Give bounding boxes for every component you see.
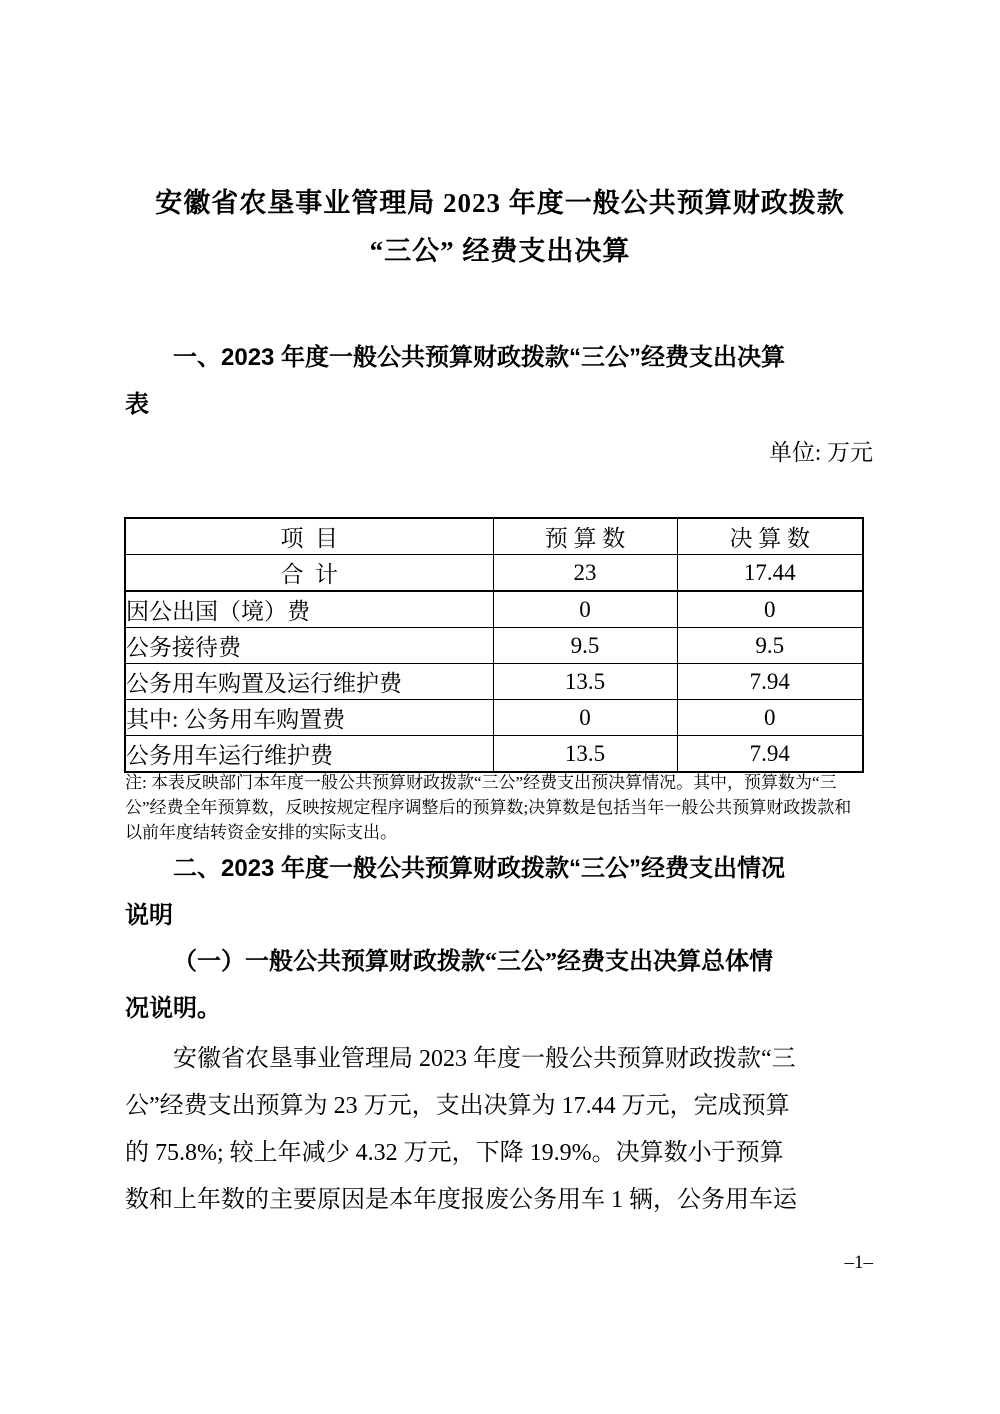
section2-body-paragraph (125, 1036, 877, 1224)
table-row-total (125, 555, 863, 592)
row-label-total: 合 计 (125, 555, 493, 592)
total-budget-value: 23 (493, 555, 677, 592)
row-label-vehicle-maintenance: 公务用车运行维护费 (125, 736, 493, 773)
table-row-reception-expense (125, 628, 863, 664)
reception-budget-value: 9.5 (493, 628, 677, 664)
table-row-abroad-expense (125, 591, 863, 628)
section2-heading-line-2: 说明 (125, 902, 173, 929)
vehicle-maintenance-final-value: 7.94 (677, 736, 863, 773)
section2-heading-line-1: 二、2023 年度一般公共预算财政拨款“三公”经费支出情况 (173, 855, 786, 882)
vehicle-total-budget-value: 13.5 (493, 664, 677, 700)
abroad-budget-value: 0 (493, 591, 677, 628)
three-public-expense-table (124, 517, 864, 773)
abroad-final-value: 0 (677, 591, 863, 628)
table-note-line-1: 注: 本表反映部门本年度一般公共预算财政拨款“三公”经费支出预决算情况。其中，预算数为“三 (125, 773, 837, 792)
table-header-row (125, 518, 863, 555)
table-row-vehicle-total-expense (125, 664, 863, 700)
section2-sub-heading-line-1: （一）一般公共预算财政拨款“三公”经费支出决算总体情 (173, 949, 773, 975)
table-row-vehicle-maintenance-expense (125, 736, 863, 773)
page-number: –1– (844, 1252, 873, 1273)
body-line-3: 的 75.8%; 较上年减少 4.32 万元，下降 19.9%。决算数小于预算 (125, 1140, 784, 1166)
table-note-line-3: 以前年度结转资金安排的实际支出。 (125, 823, 397, 842)
body-line-4: 数和上年数的主要原因是本年度报废公务用车 1 辆，公务用车运 (125, 1187, 797, 1213)
row-label-abroad-expense: 因公出国（境）费 (125, 591, 493, 628)
title-line-1: 安徽省农垦事业管理局 2023 年度一般公共预算财政拨款 (155, 188, 845, 218)
unit-label: 单位: 万元 (768, 440, 873, 465)
section1-heading (125, 334, 877, 428)
section1-heading-line-1: 一、2023 年度一般公共预算财政拨款“三公”经费支出决算 (173, 344, 786, 371)
section1-heading-line-2: 表 (125, 391, 149, 418)
row-label-vehicle-total: 公务用车购置及运行维护费 (125, 664, 493, 700)
column-header-final: 决 算 数 (677, 518, 863, 555)
total-final-value: 17.44 (677, 555, 863, 592)
section2-sub-heading (125, 939, 877, 1033)
column-header-budget: 预 算 数 (493, 518, 677, 555)
title-line-2: “三公” 经费支出决算 (369, 236, 631, 266)
body-line-2: 公”经费支出预算为 23 万元，支出决算为 17.44 万元，完成预算 (125, 1093, 790, 1119)
section2-heading (125, 845, 877, 939)
vehicle-maintenance-budget-value: 13.5 (493, 736, 677, 773)
column-header-item: 项 目 (125, 518, 493, 555)
table-row-vehicle-purchase-expense (125, 700, 863, 736)
table-note-line-2: 公”经费全年预算数，反映按规定程序调整后的预算数;决算数是包括当年一般公共预算财政拨款和 (125, 798, 852, 817)
section2-sub-heading-line-2: 况说明。 (125, 996, 221, 1022)
row-label-reception-expense: 公务接待费 (125, 628, 493, 664)
vehicle-total-final-value: 7.94 (677, 664, 863, 700)
vehicle-purchase-budget-value: 0 (493, 700, 677, 736)
body-line-1: 安徽省农垦事业管理局 2023 年度一般公共预算财政拨款“三 (173, 1046, 796, 1072)
row-label-vehicle-purchase: 其中: 公务用车购置费 (125, 700, 493, 736)
vehicle-purchase-final-value: 0 (677, 700, 863, 736)
table-note (125, 770, 881, 845)
reception-final-value: 9.5 (677, 628, 863, 664)
document-title (0, 179, 1000, 275)
